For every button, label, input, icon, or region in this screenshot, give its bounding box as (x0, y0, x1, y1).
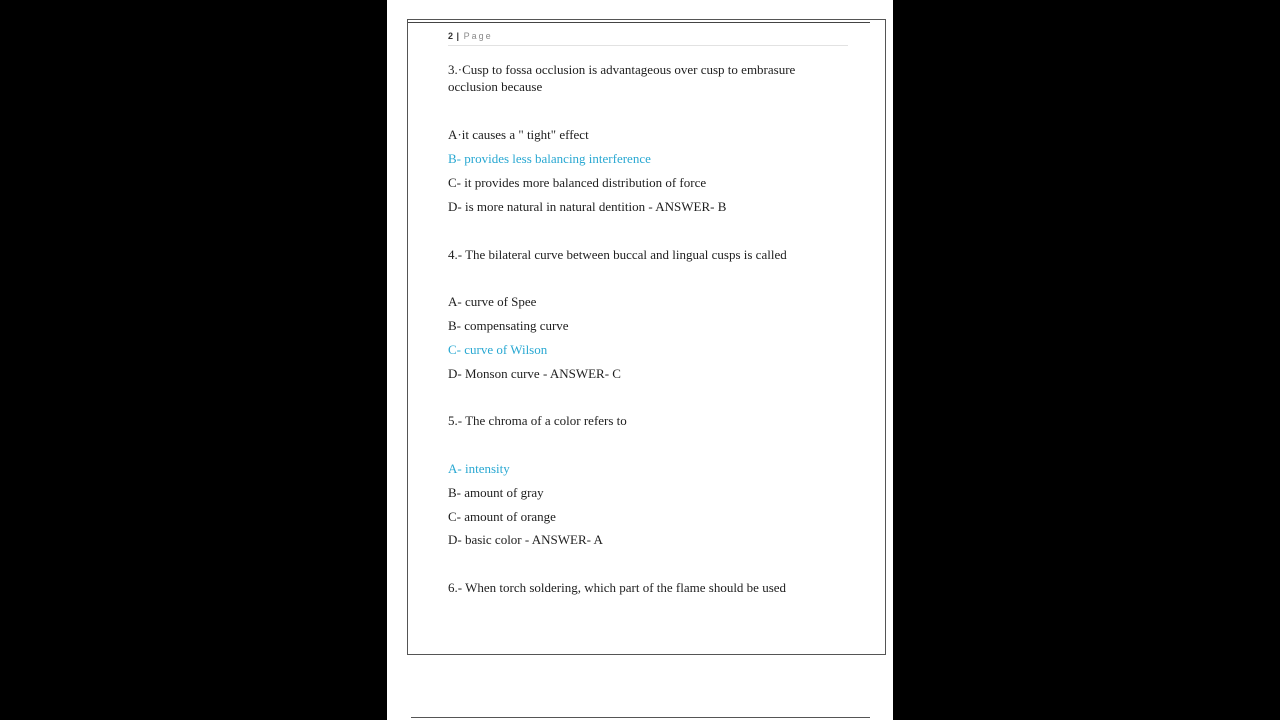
question-4-option-d: D- Monson curve - ANSWER- C (448, 366, 621, 381)
header-separator: | (456, 31, 460, 41)
next-page-top-rule (411, 717, 870, 718)
document-sheet (387, 0, 893, 720)
question-4-option-b: B- compensating curve (448, 318, 569, 333)
top-rule (408, 22, 870, 23)
question-5-option-b: B- amount of gray (448, 485, 544, 500)
question-3-line-2: occlusion because (448, 79, 543, 94)
question-4-line-1: 4.- The bilateral curve between buccal and lingual cusps is called (448, 247, 787, 262)
page-number: 2 (448, 31, 454, 41)
question-5-option-a-correct: A- intensity (448, 461, 510, 476)
question-6-line-1: 6.- When torch soldering, which part of the flame should be used (448, 580, 787, 595)
question-3-line-1: 3.·Cusp to fossa occlusion is advantageous over cusp to embrasure (448, 62, 796, 77)
question-5-line-1: 5.- The chroma of a color refers to (448, 413, 627, 428)
question-5-option-c: C- amount of orange (448, 509, 556, 524)
page-label: Page (463, 31, 493, 41)
question-3-option-d: D- is more natural in natural dentition - ANSWER- B (448, 199, 727, 214)
question-4-option-c-correct: C- curve of Wilson (448, 342, 548, 357)
question-3-option-a: A·it causes a " tight" effect (448, 127, 589, 142)
question-3-option-b-correct: B- provides less balancing interference (448, 151, 651, 166)
question-5-option-d: D- basic color - ANSWER- A (448, 532, 603, 547)
question-3-option-c: C- it provides more balanced distribution of force (448, 175, 707, 190)
page-header (448, 31, 848, 46)
question-4-option-a: A- curve of Spee (448, 294, 537, 309)
page-border (407, 19, 886, 655)
